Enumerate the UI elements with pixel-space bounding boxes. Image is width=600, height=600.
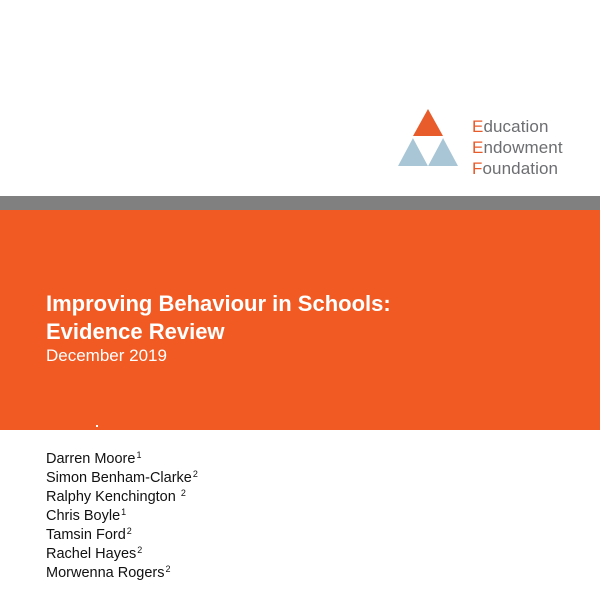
author-item: Tamsin Ford$^2$ [46, 526, 132, 543]
author-item: Ralphy Kenchington $^2$ [46, 488, 186, 505]
logo-line-endowment: Endowment [472, 138, 563, 157]
author-item: Simon Benham-Clarke$^2$ [46, 469, 198, 486]
affiliation-marker: 2 [192, 469, 198, 479]
author-item: Chris Boyle$^1$ [46, 507, 127, 524]
eef-logo [393, 106, 593, 178]
report-title-line-1: Improving Behaviour in Schools: [46, 291, 391, 316]
logo-line-education: Education [472, 117, 549, 136]
author-item: Darren Moore$^1$ [46, 450, 142, 467]
affiliation-marker: 2 [180, 488, 186, 498]
affiliation-marker: 2 [165, 564, 171, 574]
decorative-dot [96, 425, 98, 427]
author-item: Rachel Hayes$^2$ [46, 545, 143, 562]
author-item: Morwenna Rogers$^2$ [46, 564, 171, 581]
affiliation-marker: 2 [126, 526, 132, 536]
affiliation-marker: 1 [136, 450, 142, 460]
report-title [46, 290, 391, 346]
report-title-line-2: Evidence Review [46, 319, 225, 344]
grey-divider-band [0, 196, 600, 210]
author-list [46, 450, 198, 583]
affiliation-marker: 1 [121, 507, 127, 517]
eef-logo-text [472, 116, 563, 179]
logo-line-foundation: Foundation [472, 159, 559, 178]
affiliation-marker: 2 [137, 545, 143, 555]
eef-triangle-logo-icon [393, 106, 463, 176]
report-date: December 2019 [46, 346, 167, 365]
